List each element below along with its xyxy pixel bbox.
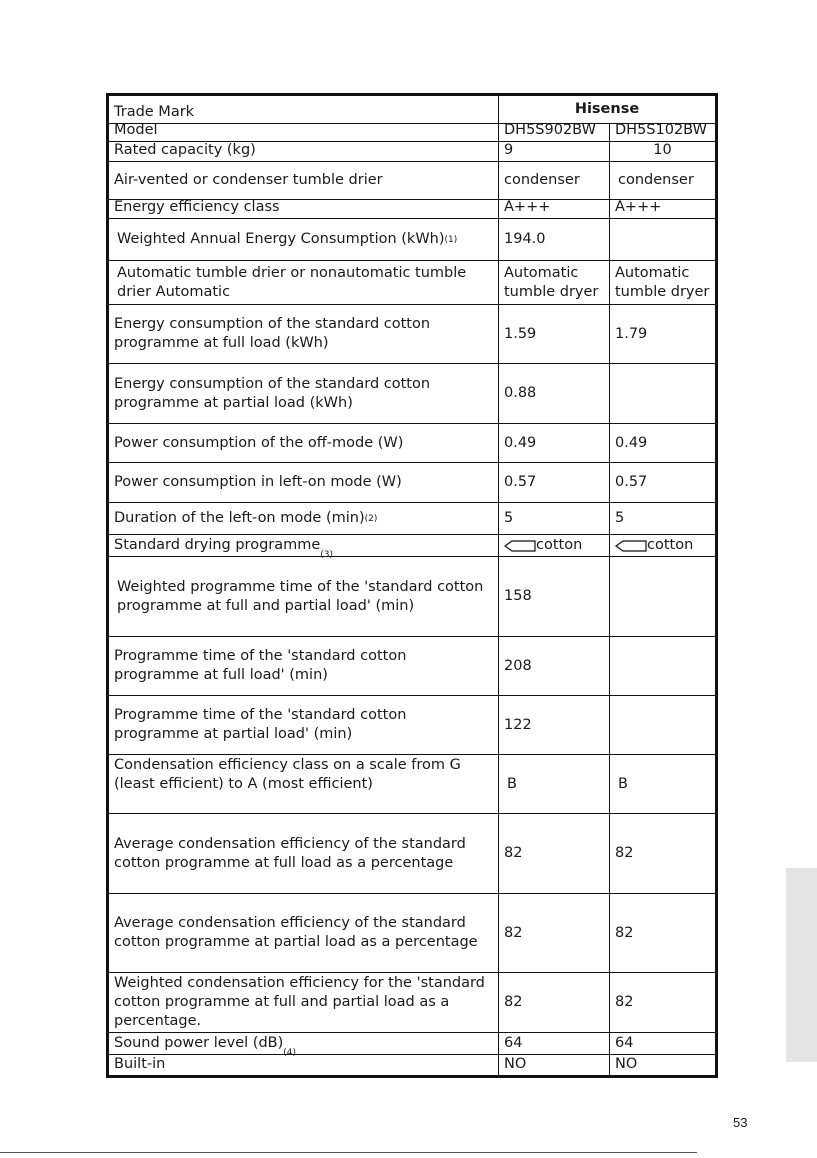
model-1-value: 82: [499, 894, 610, 972]
model-2-value: 1.79: [615, 325, 648, 342]
row-label: Weighted Annual Energy Consumption (kWh) (1): [109, 219, 499, 260]
model-1-value: 122: [499, 696, 610, 754]
model-1-value: 208: [499, 637, 610, 695]
model-1-value: cotton: [499, 535, 610, 556]
brand-name: Hisense: [574, 101, 640, 117]
row-label: Sound power level (dB) (4): [109, 1033, 499, 1054]
table-row: [109, 200, 715, 219]
footer-rule: [0, 1152, 697, 1153]
model-1-value: 158: [499, 557, 610, 636]
model-1-value: 1.59: [499, 305, 610, 363]
table-row: [109, 696, 715, 755]
table-row: [109, 162, 715, 200]
row-label: Programme time of the 'standard cotton programme at full load' (min): [109, 637, 499, 695]
table-row: [109, 142, 715, 162]
model-1-value: DH5S902BW: [499, 124, 610, 141]
cotton-programme-icon: [504, 540, 536, 552]
model-1-value: 9: [499, 142, 610, 161]
cotton-programme-icon: [615, 540, 647, 552]
table-row: [109, 535, 715, 560]
row-label: Automatic tumble drier or nonautomatic tumble drier Automatic: [109, 261, 499, 304]
table-row: [109, 814, 715, 894]
row-label: Trade Mark: [109, 96, 499, 123]
table-row: [109, 219, 715, 261]
table-row: [109, 894, 715, 973]
model-2-value: cotton: [610, 535, 715, 556]
model-1-value: 82: [499, 973, 610, 1032]
row-label: Power consumption of the off-mode (W): [109, 424, 499, 462]
table-row: [109, 973, 715, 1033]
row-label: Built-in: [109, 1055, 499, 1075]
page-number: 53: [733, 1115, 748, 1130]
model-1-value: 82: [499, 814, 610, 893]
model-2-value: 5: [615, 510, 625, 526]
model-2-value: [610, 364, 715, 423]
model-2-value: 82: [615, 845, 634, 861]
table-row: [109, 557, 715, 637]
row-label: Standard drying programme (3): [109, 535, 499, 556]
model-2-value: DH5S102BW: [615, 122, 707, 138]
row-label: Weighted programme time of the 'standard cotton programme at full and partial load' (min): [109, 557, 499, 636]
table-row: [109, 637, 715, 696]
model-1-value: 0.88: [499, 364, 610, 423]
model-1-value: NO: [499, 1055, 610, 1075]
model-1-value: Automatic tumble dryer: [499, 261, 610, 304]
table-row: [109, 305, 715, 364]
model-2-value: Automatic tumble dryer: [615, 264, 710, 300]
model-2-value: [610, 219, 715, 260]
model-2-value: 0.49: [615, 434, 648, 451]
row-label: Average condensation efficiency of the standard cotton programme at partial load as a percentage: [109, 894, 499, 972]
table-row: [109, 503, 715, 535]
row-label: Energy consumption of the standard cotton programme at full load (kWh): [109, 305, 499, 363]
model-1-value: 0.49: [499, 424, 610, 462]
model-2-value: 82: [615, 994, 634, 1010]
table-row: [109, 364, 715, 424]
model-2-value: 0.57: [615, 474, 648, 490]
row-label: Energy consumption of the standard cotton programme at partial load (kWh): [109, 364, 499, 423]
row-label: Energy efficiency class: [109, 200, 499, 218]
model-1-value: 5: [499, 503, 610, 534]
table-row: [109, 424, 715, 463]
model-2-value: condenser: [618, 172, 694, 188]
row-label: Weighted condensation efficiency for the 'standard cotton programme at full and partial load as a percentage.: [109, 973, 499, 1032]
model-1-value: 64: [499, 1033, 610, 1054]
specification-table: [106, 93, 718, 1078]
model-2-value: B: [618, 775, 628, 792]
row-label: Average condensation efficiency of the standard cotton programme at full load as a percentage: [109, 814, 499, 893]
table-row: [109, 1055, 715, 1075]
table-row: [109, 124, 715, 142]
model-1-value: 194.0: [499, 219, 610, 260]
model-2-value: A+++: [615, 199, 662, 215]
row-label: Model: [109, 124, 499, 141]
model-1-value: condenser: [499, 162, 610, 199]
model-2-value: [610, 696, 715, 754]
row-label: Programme time of the 'standard cotton programme at partial load' (min): [109, 696, 499, 754]
model-2-value: [610, 557, 715, 636]
model-1-value: 0.57: [499, 463, 610, 502]
row-label: Rated capacity (kg): [109, 142, 499, 161]
model-1-value: B: [499, 755, 610, 813]
row-label: Condensation efficiency class on a scale from G (least efficient) to A (most efficient): [109, 755, 499, 813]
table-row: [109, 755, 715, 814]
row-label: Air-vented or condenser tumble drier: [109, 162, 499, 199]
model-2-value: [610, 637, 715, 695]
table-row: [109, 261, 715, 305]
model-2-value: 10: [653, 142, 672, 158]
model-2-value: NO: [615, 1056, 638, 1072]
model-2-value: 64: [615, 1035, 634, 1051]
row-label: Power consumption in left-on mode (W): [109, 463, 499, 502]
model-2-value: 82: [615, 924, 634, 941]
table-row: [109, 463, 715, 503]
section-tab: [786, 868, 817, 1062]
table-row: [109, 96, 715, 124]
table-row: [109, 1033, 715, 1058]
row-label: Duration of the left-on mode (min) (2): [109, 503, 499, 534]
model-1-value: A+++: [499, 200, 610, 218]
